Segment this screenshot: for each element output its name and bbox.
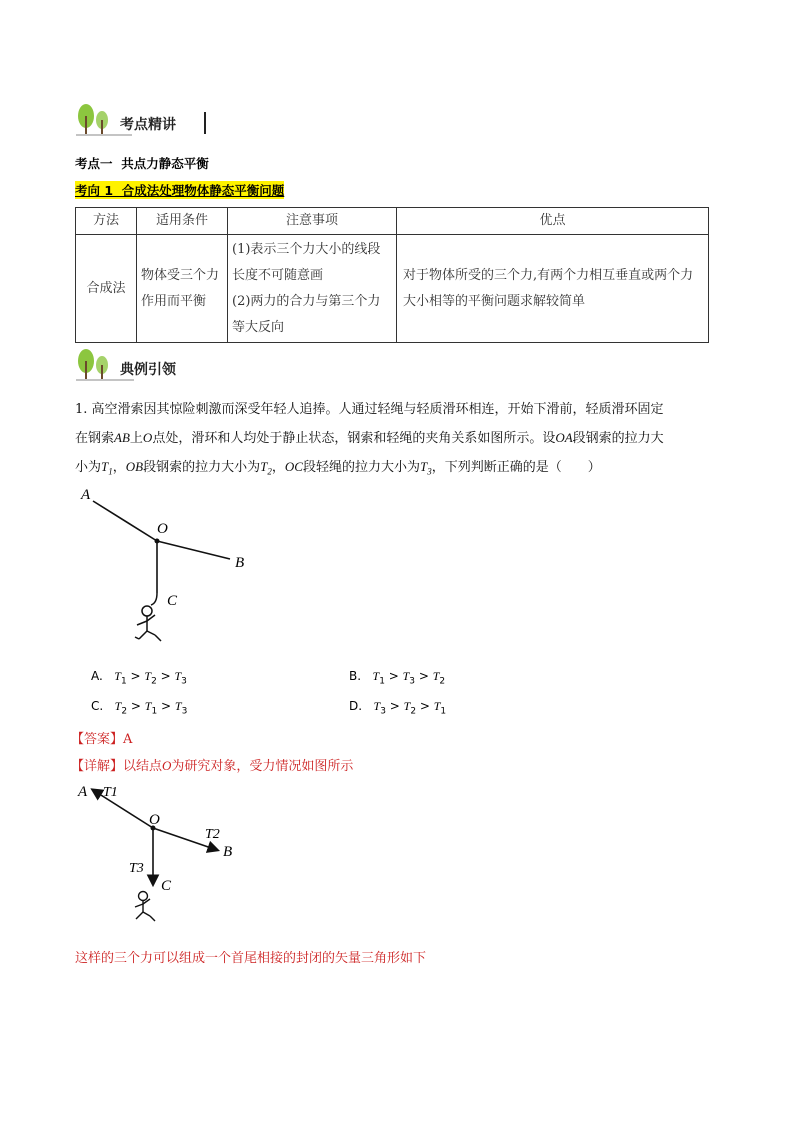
math-O: O — [142, 430, 153, 445]
label-O: O — [149, 812, 160, 828]
header-condition: 适用条件 — [137, 208, 228, 235]
text-run: 小为 — [75, 460, 102, 475]
question-line-1 — [75, 396, 725, 424]
label-T2: T2 — [205, 827, 220, 842]
text-run: ，下列判断正确的是（ ） — [431, 460, 601, 475]
math-OA: OA — [555, 430, 573, 445]
option-A[interactable]: A. $T_1 > T_2 > T_3$ — [91, 669, 187, 687]
label-C: C — [161, 878, 172, 894]
math-T2: $T_2$ — [260, 459, 272, 477]
text-run: 段钢索的拉力大 — [572, 431, 664, 446]
question-text — [75, 396, 725, 486]
title-cursor-bar — [204, 112, 206, 134]
person-icon — [135, 606, 161, 641]
text-run: 上 — [129, 431, 143, 446]
topic-label: 考点一 共点力静态平衡 — [75, 156, 209, 171]
text-run: 段钢索的拉力大小为 — [143, 460, 261, 475]
answer-tag: 【答案】 — [71, 732, 124, 747]
option-letter: A. — [91, 669, 103, 683]
section-header-2 — [74, 349, 204, 385]
question-line-3 — [75, 453, 725, 486]
option-D[interactable]: D. $T_3 > T_2 > T_1$ — [349, 699, 447, 717]
subtopic-label: 考向 1 合成法处理物体静态平衡问题 — [75, 183, 285, 198]
methods-table — [75, 207, 709, 343]
label-A: A — [78, 784, 88, 800]
math-OB: OB — [125, 459, 144, 474]
force-T1-arrow — [93, 790, 153, 828]
label-T1: T1 — [103, 785, 118, 800]
question-line-2 — [75, 424, 725, 453]
label-B: B — [223, 844, 233, 860]
label-A: A — [81, 487, 91, 503]
explain-tag: 【详解】 — [71, 759, 124, 774]
cable-OB — [157, 541, 230, 559]
math-AB: AB — [114, 430, 130, 445]
option-C[interactable]: C. $T_2 > T_1 > T_3$ — [91, 699, 188, 717]
label-O: O — [157, 521, 168, 537]
math-T3: $T_3$ — [419, 459, 432, 477]
text-run: ， — [271, 460, 285, 475]
figure-2-force-diagram — [75, 778, 255, 938]
header-notes: 注意事项 — [228, 208, 397, 235]
section-title: 考点精讲 — [120, 117, 176, 133]
explain-line — [71, 755, 353, 774]
option-letter: D. — [349, 699, 363, 713]
option-letter: B. — [349, 669, 362, 683]
figure-1-zipline-diagram — [75, 485, 275, 655]
label-T3: T3 — [129, 861, 144, 876]
text-run: 段轻绳的拉力大小为 — [302, 460, 420, 475]
conclusion-text: 这样的三个力可以组成一个首尾相接的封闭的矢量三角形如下 — [75, 951, 427, 966]
question-number: 1. — [75, 402, 88, 417]
section-header-1 — [74, 104, 214, 140]
option-B[interactable]: B. $T_1 > T_3 > T_2$ — [349, 669, 446, 687]
answer-value: A — [123, 732, 133, 747]
table-header-row — [76, 208, 709, 235]
cable-OA — [93, 501, 157, 541]
math-T1: $T_1$ — [101, 459, 113, 477]
text-run: 以结点 — [123, 759, 163, 774]
cell-method: 合成法 — [76, 235, 137, 343]
text-run: 在钢索 — [75, 431, 115, 446]
cell-advantage: 对于物体所受的三个力,有两个力相互垂直或两个力大小相等的平衡问题求解较简单 — [397, 235, 709, 343]
header-method: 方法 — [76, 208, 137, 235]
section-title: 典例引领 — [120, 362, 176, 378]
header-advantage: 优点 — [397, 208, 709, 235]
label-B: B — [235, 555, 245, 571]
note-2: (2)两力的合力与第三个力等大反向 — [232, 293, 381, 335]
note-1: (1)表示三个力大小的线段长度不可随意画 — [232, 241, 381, 283]
math-OC: OC — [284, 459, 303, 474]
text-run: 点处，滑环和人均处于静止状态，钢索和轻绳的夹角关系如图所示。设 — [152, 431, 556, 446]
question-line-1-text: 高空滑索因其惊险刺激而深受年轻人追捧。人通过轻绳与轻质滑环相连，开始下滑前，轻质滑环固定 — [91, 402, 664, 417]
math-O: O — [162, 758, 172, 773]
answer-line — [71, 728, 132, 747]
text-run: ， — [112, 460, 126, 475]
label-C: C — [167, 593, 178, 609]
text-run: 为研究对象，受力情况如图所示 — [171, 759, 354, 774]
person-icon — [135, 892, 155, 922]
node-O — [155, 539, 160, 544]
option-letter: C. — [91, 699, 104, 713]
cell-condition: 物体受三个力作用而平衡 — [137, 235, 228, 343]
table-row — [76, 235, 709, 343]
cell-notes — [228, 235, 397, 343]
